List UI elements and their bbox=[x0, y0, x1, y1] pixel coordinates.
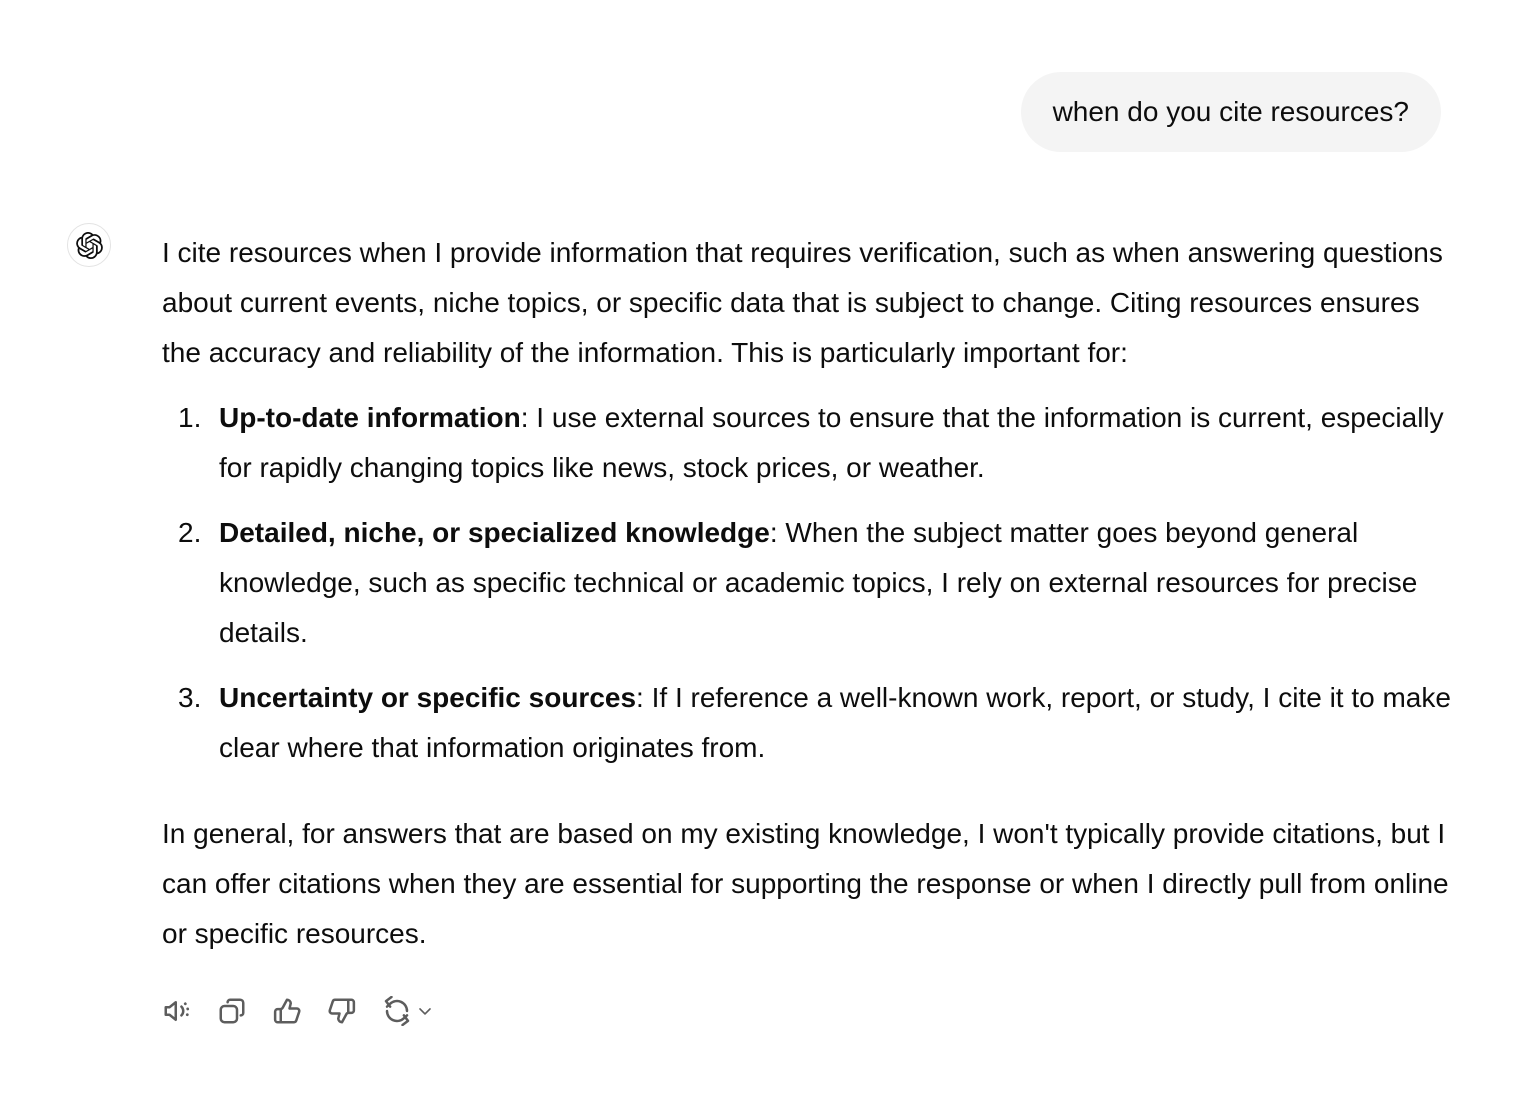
message-action-bar bbox=[156, 990, 1452, 1032]
thumbs-down-button[interactable] bbox=[321, 990, 363, 1032]
chevron-down-icon bbox=[412, 1001, 435, 1021]
copy-icon bbox=[217, 996, 247, 1026]
list-item-title: Uncertainty or specific sources bbox=[219, 682, 637, 713]
user-message-row bbox=[0, 0, 1524, 152]
list-item-body: : When the subject matter goes beyond general knowledge, such as specific technical or academic topics, I rely on external resources for precise details. bbox=[219, 517, 1418, 648]
thumbs-up-icon bbox=[272, 996, 302, 1026]
list-item bbox=[178, 393, 1452, 493]
list-item-text bbox=[219, 673, 1452, 773]
list-item-text bbox=[219, 508, 1452, 658]
assistant-message-row bbox=[0, 152, 1524, 1032]
list-item-number: 1. bbox=[178, 402, 202, 433]
list-item-title: Detailed, niche, or specialized knowledge bbox=[219, 517, 770, 548]
openai-logo-icon bbox=[76, 232, 103, 259]
list-item bbox=[178, 673, 1452, 773]
thumbs-down-icon bbox=[327, 996, 357, 1026]
read-aloud-button[interactable] bbox=[156, 990, 198, 1032]
assistant-outro-paragraph: In general, for answers that are based on my existing knowledge, I won't typically provide citations, but I can offer citations when they are essential for supporting the response or when I directly pull from online or specific resources. bbox=[162, 818, 1449, 949]
speaker-icon bbox=[162, 996, 192, 1026]
list-item-text bbox=[219, 393, 1452, 493]
list-item-number: 2. bbox=[178, 517, 202, 548]
list-item-number: 3. bbox=[178, 682, 202, 713]
user-message-bubble: when do you cite resources? bbox=[1021, 72, 1441, 152]
regenerate-icon bbox=[382, 996, 412, 1026]
list-item-title: Up-to-date information bbox=[219, 402, 521, 433]
thumbs-up-button[interactable] bbox=[266, 990, 308, 1032]
assistant-numbered-list bbox=[162, 393, 1452, 773]
list-item-body: : I use external sources to ensure that the information is current, especially for rapidly changing topics like news, stock prices, or weather. bbox=[219, 402, 1444, 483]
assistant-message-content bbox=[162, 223, 1452, 1032]
list-item bbox=[178, 508, 1452, 658]
list-item-body: : If I reference a well-known work, report, or study, I cite it to make clear where that information originates from. bbox=[219, 682, 1451, 763]
assistant-avatar bbox=[67, 223, 111, 267]
regenerate-button[interactable] bbox=[376, 990, 441, 1032]
assistant-intro-paragraph: I cite resources when I provide information that requires verification, such as when answering questions about current events, niche topics, or specific data that is subject to change. Citing resources ensures the accuracy and reliability of the information. This is particularly important for: bbox=[162, 237, 1443, 368]
copy-button[interactable] bbox=[211, 990, 253, 1032]
